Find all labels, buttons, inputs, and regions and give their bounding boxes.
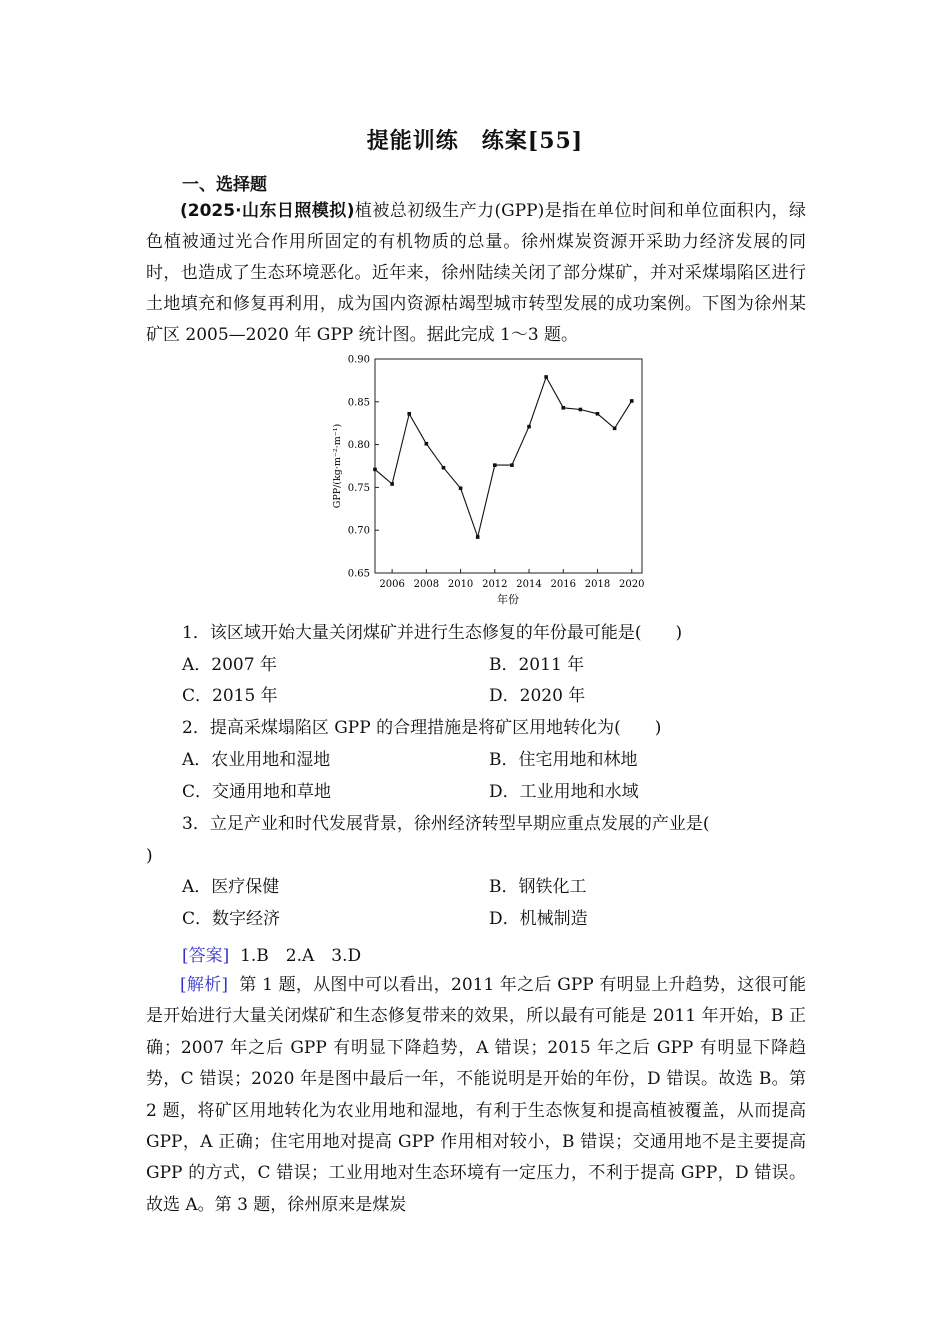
y-tick-label: 0.85 [347,397,370,409]
data-point [579,408,583,412]
q2-option-b: B．住宅用地和林地 [489,750,638,770]
q3-option-b: B．钢铁化工 [489,877,587,897]
question-1: 1．该区域开始大量关闭煤矿并进行生态修复的年份最可能是( ) [182,623,683,643]
gpp-chart [326,348,666,616]
q1-option-d: D．2020 年 [489,686,586,706]
data-point [493,463,497,467]
q1-option-c: C．2015 年 [182,686,278,706]
data-point [476,535,480,539]
question-2: 2．提高采煤塌陷区 GPP 的合理措施是将矿区用地转化为( ) [182,718,662,738]
y-tick-label: 0.80 [347,440,370,452]
y-tick-label: 0.75 [347,482,370,494]
gpp-series-line [375,377,632,537]
intro-text: 植被总初级生产力(GPP)是指在单位时间和单位面积内，绿色植被通过光合作用所固定的有机物质的总量。徐州煤炭资源开采助力经济发展的同时，也造成了生态环境恶化。近年来，徐州陆续关闭了部分煤矿，并对采煤塌陷区进行土地填充和修复再利用，成为国内资源枯竭型城市转型发展的成功案例。下图为徐州某矿区 2005—2020 年 GPP 统计图。据此完成 1～3 题。 [146,201,806,345]
x-tick-label: 2008 [413,579,440,590]
answer-line [182,941,361,966]
q2-option-d: D．工业用地和水域 [489,782,639,802]
q3-option-a: A．医疗保健 [182,877,280,897]
x-tick-label: 2020 [619,579,645,590]
data-point [407,412,411,416]
q1-option-b: B．2011 年 [489,655,585,675]
gpp-chart-svg [326,348,666,616]
q3-option-c: C．数字经济 [182,909,281,929]
x-tick-label: 2016 [550,579,576,590]
answer-tag: [答案] [182,946,230,966]
data-point [630,399,634,403]
intro-paragraph [146,196,806,351]
q2-option-c: C．交通用地和草地 [182,782,332,802]
section-heading: 一、选择题 [182,175,267,195]
data-point [527,425,531,429]
question-3: 3．立足产业和时代发展背景，徐州经济转型早期应重点发展的产业是( [182,814,710,834]
x-tick-label: 2018 [584,579,611,590]
analysis-text: 第 1 题，从图中可以看出，2011 年之后 GPP 有明显上升趋势，这很可能是开始进行大量关闭煤矿和生态修复带来的效果，所以最有可能是 2011 年开始，B 正确；2007 年之后 GPP 有明显下降趋势，A 错误；2015 年之后 GPP 有明显下降趋势，C 错误；2020 年是图中最后一年，不能说明是开始的年份，D 错误。故选 B。第 2 题，将矿区用地转化为农业用地和湿地，有利于生态恢复和提高植被覆盖，从而提高 GPP，A 正确；住宅用地对提高 GPP 作用相对较小，B 错误；交通用地不是主要提高 GPP 的方式，C 错误；工业用地对生态环境有一定压力，不利于提高 GPP，D 错误。故选 A。第 3 题，徐州原来是煤炭 [146,975,807,1215]
data-point [442,466,446,470]
data-point [510,463,514,467]
q3-option-d: D．机械制造 [489,909,588,929]
x-tick-label: 2006 [379,579,405,590]
data-point [544,375,548,379]
data-point [596,412,600,416]
data-point [390,482,394,486]
x-axis-label: 年份 [497,593,519,606]
y-tick-label: 0.70 [347,525,370,537]
analysis-tag: [解析] [180,975,228,995]
data-point [561,406,565,410]
q1-option-a: A．2007 年 [182,655,277,675]
analysis-paragraph [146,970,806,1221]
y-tick-label: 0.65 [347,568,370,580]
y-axis-label: GPP/(kg·m⁻²·m⁻¹) [332,423,343,509]
data-point [613,427,617,431]
x-tick-label: 2014 [516,579,542,590]
intro-source: (2025·山东日照模拟) [180,201,355,221]
x-tick-label: 2012 [482,579,508,590]
q2-option-a: A．农业用地和湿地 [182,750,331,770]
data-point [459,486,463,490]
answer-text: 1.B 2.A 3.D [240,946,362,966]
y-tick-label: 0.90 [347,354,370,366]
x-tick-label: 2010 [447,579,474,590]
data-point [373,468,377,472]
question-3-cont: ) [146,846,153,866]
plot-frame [375,359,642,573]
page-title: 提能训练 练案[55] [366,128,584,154]
data-point [425,442,429,446]
